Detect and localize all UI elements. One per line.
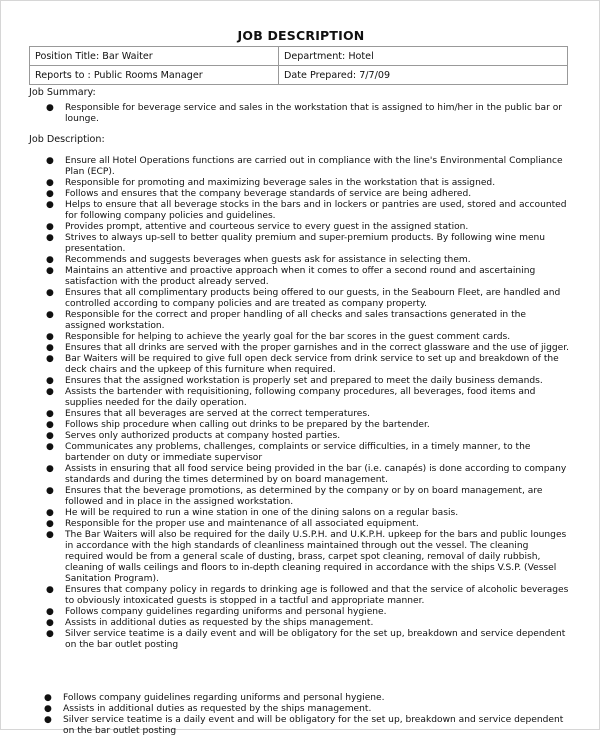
list-item — [29, 442, 569, 464]
list-item — [29, 704, 569, 715]
job-description-heading: Job Description: — [29, 134, 105, 145]
bullet-icon: ● — [46, 354, 54, 364]
bullet-icon: ● — [46, 178, 54, 188]
bullet-icon: ● — [46, 618, 54, 628]
bullet-icon: ● — [46, 332, 54, 342]
list-item — [29, 519, 569, 530]
list-item — [29, 486, 569, 508]
bullet-icon: ● — [46, 486, 54, 496]
list-item-text: Assists the bartender with requisitioning, following company procedures, all beverages, food items and supplies needed for the daily operation. — [65, 387, 536, 408]
bullet-icon: ● — [46, 420, 54, 430]
bullet-icon: ● — [46, 387, 54, 397]
list-item — [29, 420, 569, 431]
job-summary-list — [29, 103, 569, 125]
reports-to: Reports to : Public Rooms Manager — [30, 66, 279, 85]
bullet-icon: ● — [46, 189, 54, 199]
list-item-text: Ensures that the assigned workstation is properly set and prepared to meet the daily business demands. — [65, 376, 543, 386]
list-item-text: Ensures that all drinks are served with the proper garnishes and in the correct glassware and the use of jigger. — [65, 343, 570, 353]
position-title: Position Title: Bar Waiter — [30, 47, 279, 66]
list-item — [29, 343, 569, 354]
bullet-icon: ● — [46, 156, 54, 166]
list-item-text: Silver service teatime is a daily event and will be obligatory for the set up, breakdown and service dependent on the bar outlet posting — [63, 715, 564, 736]
list-item — [29, 693, 569, 704]
list-item — [29, 288, 569, 310]
bullet-icon: ● — [46, 409, 54, 419]
date-prepared: Date Prepared: 7/7/09 — [279, 66, 568, 85]
list-item-text: Ensures that all beverages are served at the correct temperatures. — [65, 409, 370, 419]
bullet-icon: ● — [46, 103, 54, 113]
list-item-text: Assists in additional duties as requested by the ships management. — [63, 704, 372, 714]
duplicate-duties-list — [29, 693, 569, 737]
list-item — [29, 715, 569, 737]
list-item-text: Ensures that the beverage promotions, as determined by the company or by on board management, are followed and in place in the assigned workstation. — [65, 486, 543, 507]
list-item-text: Assists in additional duties as requested by the ships management. — [65, 618, 374, 628]
list-item — [29, 255, 569, 266]
list-item-text: Assists in ensuring that all food service being provided in the bar (i.e. canapés) is done according to company standards and during the times determined by on board management. — [65, 464, 567, 485]
bullet-icon: ● — [46, 376, 54, 386]
list-item-text: Follows and ensures that the company beverage standards of service are being adhered. — [65, 189, 472, 199]
list-item-text: Maintains an attentive and proactive approach when it comes to offer a second round and ascertaining satisfaction with the product already served. — [65, 266, 536, 287]
list-item — [29, 200, 569, 222]
list-item — [29, 103, 569, 125]
list-item-text: Helps to ensure that all beverage stocks in the bars and in lockers or pantries are used, stored and accounted for following company policies and guidelines. — [65, 200, 567, 221]
list-item — [29, 156, 569, 178]
list-item — [29, 431, 569, 442]
list-item — [29, 266, 569, 288]
list-item-text: Follows company guidelines regarding uniforms and personal hygiene. — [65, 607, 387, 617]
list-item-text: Responsible for the proper use and maintenance of all associated equipment. — [65, 519, 419, 529]
list-item — [29, 387, 569, 409]
department: Department: Hotel — [279, 47, 568, 66]
bullet-icon: ● — [46, 585, 54, 595]
bullet-icon: ● — [46, 607, 54, 617]
list-item-text: Recommends and suggests beverages when guests ask for assistance in selecting them. — [65, 255, 471, 265]
list-item — [29, 585, 569, 607]
list-item-text: Provides prompt, attentive and courteous service to every guest in the assigned station. — [65, 222, 469, 232]
bullet-icon: ● — [46, 508, 54, 518]
bullet-icon: ● — [44, 693, 52, 703]
list-item-text: Responsible for beverage service and sales in the workstation that is assigned to him/her in the public bar or lounge. — [65, 103, 563, 124]
bullet-icon: ● — [46, 233, 54, 243]
list-item — [29, 607, 569, 618]
document-title: JOB DESCRIPTION — [237, 28, 365, 43]
bullet-icon: ● — [46, 222, 54, 232]
list-item-text: Responsible for promoting and maximizing beverage sales in the workstation that is assigned. — [65, 178, 496, 188]
list-item — [29, 233, 569, 255]
list-item-text: Follows company guidelines regarding uniforms and personal hygiene. — [63, 693, 385, 703]
list-item-text: Ensures that company policy in regards to drinking age is followed and that the service of alcoholic beverages to obviously intoxicated guests is stopped in a tactful and appropriate manner. — [65, 585, 569, 606]
list-item — [29, 332, 569, 343]
list-item — [29, 464, 569, 486]
list-item-text: Follows ship procedure when calling out drinks to be prepared by the bartender. — [65, 420, 430, 430]
list-item — [29, 222, 569, 233]
bullet-icon: ● — [46, 288, 54, 298]
bullet-icon: ● — [46, 431, 54, 441]
list-item — [29, 310, 569, 332]
list-item-text: The Bar Waiters will also be required for the daily U.S.P.H. and U.K.P.H. upkeep for the bars and public lounges in accordance with the high standards of cleanliness maintained through out the vessel. The cleaning required would be from a general scale of dusting, brass, carpet spot cleaning, removal of daily rubbish, cleaning of walls ceilings and floors to in-depth cleaning required in accordance with the ships V.S.P. (Vessel Sanitation Program). — [65, 530, 567, 584]
list-item-text: Serves only authorized products at company hosted parties. — [65, 431, 341, 441]
bullet-icon: ● — [46, 530, 54, 540]
list-item — [29, 618, 569, 629]
list-item-text: Responsible for helping to achieve the yearly goal for the bar scores in the guest comment cards. — [65, 332, 511, 342]
bullet-icon: ● — [46, 255, 54, 265]
bullet-icon: ● — [46, 343, 54, 353]
bullet-icon: ● — [46, 310, 54, 320]
list-item-text: Communicates any problems, challenges, complaints or service difficulties, in a timely manner, to the bartender on duty or immediate supervisor — [65, 442, 531, 463]
list-item-text: Silver service teatime is a daily event and will be obligatory for the set up, breakdown and service dependent on the bar outlet posting — [65, 629, 566, 650]
job-summary-heading: Job Summary: — [29, 87, 96, 98]
bullet-icon: ● — [46, 266, 54, 276]
list-item — [29, 178, 569, 189]
job-duties-list — [29, 156, 569, 651]
list-item — [29, 376, 569, 387]
job-info-table — [29, 46, 568, 85]
list-item — [29, 409, 569, 420]
list-item — [29, 629, 569, 651]
list-item-text: Responsible for the correct and proper handling of all checks and sales transactions generated in the assigned workstation. — [65, 310, 527, 331]
bullet-icon: ● — [46, 464, 54, 474]
bullet-icon: ● — [46, 519, 54, 529]
list-item — [29, 189, 569, 200]
list-item-text: He will be required to run a wine station in one of the dining salons on a regular basis. — [65, 508, 459, 518]
list-item-text: Strives to always up-sell to better quality premium and super-premium products. By following wine menu presentation. — [65, 233, 546, 254]
list-item — [29, 354, 569, 376]
list-item — [29, 530, 569, 585]
bullet-icon: ● — [46, 629, 54, 639]
list-item-text: Bar Waiters will be required to give full open deck service from drink service to set up and breakdown of the deck chairs and the upkeep of this furniture when required. — [65, 354, 559, 375]
bullet-icon: ● — [46, 200, 54, 210]
list-item-text: Ensure all Hotel Operations functions are carried out in compliance with the line's Environmental Compliance Plan (ECP). — [65, 156, 563, 177]
bullet-icon: ● — [44, 715, 52, 725]
list-item — [29, 508, 569, 519]
bullet-icon: ● — [46, 442, 54, 452]
list-item-text: Ensures that all complimentary products being offered to our guests, in the Seabourn Fleet, are handled and controlled according to company policies and are treated as company property. — [65, 288, 561, 309]
bullet-icon: ● — [44, 704, 52, 714]
